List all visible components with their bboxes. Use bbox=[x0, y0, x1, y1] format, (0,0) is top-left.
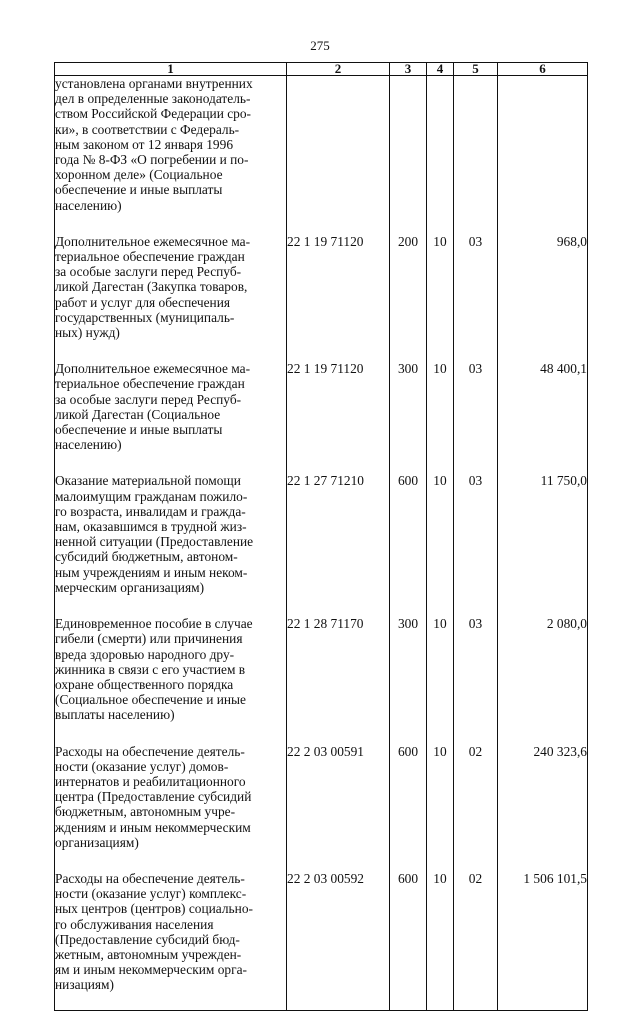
description-line: гибели (смерти) или причинения bbox=[55, 631, 243, 647]
description-line: Расходы на обеспечение деятель- bbox=[55, 870, 245, 886]
header-row bbox=[55, 63, 588, 76]
description-line: установлена органами внутренних bbox=[55, 76, 253, 91]
header-col-1: 1 bbox=[55, 63, 287, 76]
description-line: населению) bbox=[55, 437, 122, 453]
row-expense-type: 200 bbox=[390, 230, 427, 357]
description-line: териальное обеспечение граждан bbox=[55, 249, 245, 265]
description-line: ных центров (центров) социально- bbox=[55, 901, 253, 917]
description-line: Дополнительное ежемесячное ма- bbox=[55, 233, 251, 249]
description-line: хоронном деле» (Социальное bbox=[55, 167, 223, 183]
table-row bbox=[55, 612, 588, 739]
row-section: 10 bbox=[427, 740, 454, 867]
row-subsection: 02 bbox=[454, 867, 498, 1010]
description-line: субсидий бюджетным, автоном- bbox=[55, 549, 238, 565]
description-line: ки», в соответствии с Федераль- bbox=[55, 121, 240, 137]
row-section: 10 bbox=[427, 469, 454, 612]
description-line: (Предоставление субсидий бюд- bbox=[55, 931, 240, 947]
header-col-6: 6 bbox=[498, 63, 588, 76]
row-amount: 48 400,1 bbox=[498, 357, 588, 469]
description-line: Оказание материальной помощи bbox=[55, 473, 241, 489]
row-expense-type bbox=[390, 76, 427, 230]
description-line: Дополнительное ежемесячное ма- bbox=[55, 361, 251, 377]
row-description bbox=[55, 76, 287, 230]
description-line: организациям) bbox=[55, 834, 139, 850]
description-line: Расходы на обеспечение деятель- bbox=[55, 743, 245, 759]
description-line: малоимущим гражданам пожило- bbox=[55, 488, 248, 504]
description-line: выплаты населению) bbox=[55, 707, 175, 723]
description-line: ством Российской Федерации сро- bbox=[55, 106, 252, 122]
description-line: вреда здоровью народного дру- bbox=[55, 646, 235, 662]
header-col-2: 2 bbox=[287, 63, 390, 76]
row-subsection: 03 bbox=[454, 612, 498, 739]
row-expense-type: 600 bbox=[390, 740, 427, 867]
row-section bbox=[427, 76, 454, 230]
description-line: ным законом от 12 января 1996 bbox=[55, 136, 234, 152]
row-section: 10 bbox=[427, 867, 454, 1010]
row-amount: 968,0 bbox=[498, 230, 588, 357]
row-section: 10 bbox=[427, 612, 454, 739]
row-subsection bbox=[454, 76, 498, 230]
description-line: обеспечение и иные выплаты bbox=[55, 182, 223, 198]
table-row bbox=[55, 230, 588, 357]
description-line: охране общественного порядка bbox=[55, 676, 234, 692]
row-description bbox=[55, 612, 287, 739]
description-line: ликой Дагестан (Закупка товаров, bbox=[55, 279, 248, 295]
description-line: нам, оказавшимся в трудной жиз- bbox=[55, 519, 247, 535]
row-target-code bbox=[287, 76, 390, 230]
description-line: ждениям и иным некоммерческим bbox=[55, 819, 251, 835]
header-col-3: 3 bbox=[390, 63, 427, 76]
row-description bbox=[55, 357, 287, 469]
row-amount: 240 323,6 bbox=[498, 740, 588, 867]
description-line: обеспечение и иные выплаты bbox=[55, 422, 223, 438]
description-line: ям и иным некоммерческим орга- bbox=[55, 962, 248, 978]
description-line: (Социальное обеспечение и иные bbox=[55, 692, 246, 708]
description-line: ных) нужд) bbox=[55, 325, 120, 341]
row-target-code: 22 1 27 71210 bbox=[287, 469, 390, 612]
page-number: 275 bbox=[310, 38, 330, 53]
description-line: центра (Предоставление субсидий bbox=[55, 789, 252, 805]
description-line: мерческим организациям) bbox=[55, 579, 205, 595]
row-expense-type: 300 bbox=[390, 357, 427, 469]
description-line: населению) bbox=[55, 197, 122, 213]
table-row bbox=[55, 740, 588, 867]
row-description bbox=[55, 230, 287, 357]
header-col-5: 5 bbox=[454, 63, 498, 76]
description-line: го обслуживания населения bbox=[55, 916, 214, 932]
table-row bbox=[55, 867, 588, 1010]
description-line: дел в определенные законодатель- bbox=[55, 91, 251, 107]
row-target-code: 22 1 19 71120 bbox=[287, 357, 390, 469]
description-line: жинника в связи с его участием в bbox=[55, 661, 246, 677]
row-target-code: 22 1 28 71170 bbox=[287, 612, 390, 739]
row-target-code: 22 2 03 00592 bbox=[287, 867, 390, 1010]
header-col-4: 4 bbox=[427, 63, 454, 76]
description-line: ликой Дагестан (Социальное bbox=[55, 406, 221, 422]
description-line: года № 8-ФЗ «О погребении и по- bbox=[55, 152, 249, 168]
budget-table bbox=[54, 62, 588, 1011]
description-line: Единовременное пособие в случае bbox=[55, 616, 253, 632]
description-line: ненной ситуации (Предоставление bbox=[55, 534, 254, 550]
row-subsection: 02 bbox=[454, 740, 498, 867]
description-line: ности (оказание услуг) домов- bbox=[55, 758, 229, 774]
description-line: за особые заслуги перед Респуб- bbox=[55, 391, 242, 407]
description-line: за особые заслуги перед Респуб- bbox=[55, 264, 242, 280]
table-row bbox=[55, 357, 588, 469]
row-expense-type: 300 bbox=[390, 612, 427, 739]
description-line: ности (оказание услуг) комплекс- bbox=[55, 886, 247, 902]
description-line: бюджетным, автономным учре- bbox=[55, 804, 236, 820]
description-line: низациям) bbox=[55, 977, 114, 993]
row-description bbox=[55, 740, 287, 867]
description-line: интернатов и реабилитационного bbox=[55, 773, 246, 789]
row-amount: 11 750,0 bbox=[498, 469, 588, 612]
row-target-code: 22 1 19 71120 bbox=[287, 230, 390, 357]
row-section: 10 bbox=[427, 357, 454, 469]
row-description bbox=[55, 867, 287, 1010]
description-line: работ и услуг для обеспечения bbox=[55, 294, 231, 310]
row-amount: 1 506 101,5 bbox=[498, 867, 588, 1010]
table-row bbox=[55, 469, 588, 612]
row-subsection: 03 bbox=[454, 230, 498, 357]
row-expense-type: 600 bbox=[390, 867, 427, 1010]
description-line: государственных (муниципаль- bbox=[55, 309, 235, 325]
row-amount bbox=[498, 76, 588, 230]
row-expense-type: 600 bbox=[390, 469, 427, 612]
description-line: жетным, автономным учрежден- bbox=[55, 946, 242, 962]
description-line: ным учреждениям и иным неком- bbox=[55, 564, 248, 580]
row-subsection: 03 bbox=[454, 357, 498, 469]
row-target-code: 22 2 03 00591 bbox=[287, 740, 390, 867]
table-row bbox=[55, 76, 588, 230]
row-amount: 2 080,0 bbox=[498, 612, 588, 739]
row-description bbox=[55, 469, 287, 612]
description-line: териальное обеспечение граждан bbox=[55, 376, 245, 392]
row-section: 10 bbox=[427, 230, 454, 357]
description-line: го возраста, инвалидам и гражда- bbox=[55, 503, 246, 519]
row-subsection: 03 bbox=[454, 469, 498, 612]
